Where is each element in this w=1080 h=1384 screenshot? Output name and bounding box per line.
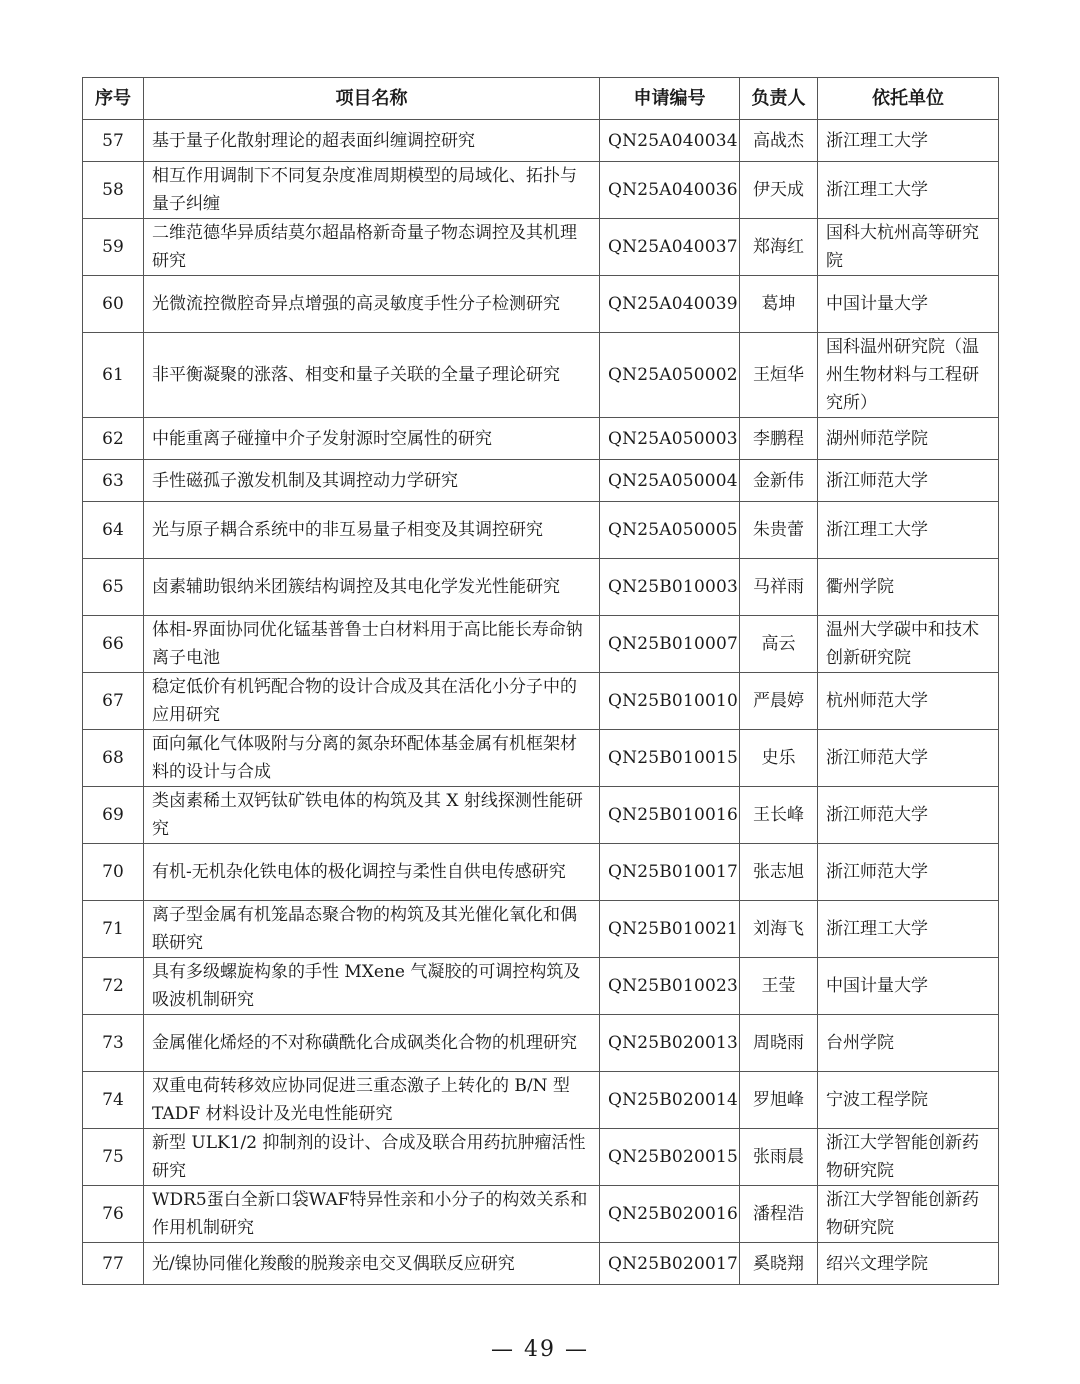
cell-project-name: 相互作用调制下不同复杂度准周期模型的局域化、拓扑与量子纠缠	[144, 162, 600, 219]
cell-person-in-charge: 葛坤	[740, 276, 818, 333]
cell-host-unit: 温州大学碳中和技术创新研究院	[818, 616, 999, 673]
cell-host-unit: 浙江理工大学	[818, 502, 999, 559]
table-row	[83, 1243, 999, 1285]
cell-application-code: QN25B010016	[600, 787, 740, 844]
cell-num: 73	[83, 1015, 144, 1072]
cell-num: 60	[83, 276, 144, 333]
cell-num: 77	[83, 1243, 144, 1285]
cell-host-unit: 宁波工程学院	[818, 1072, 999, 1129]
cell-project-name: 类卤素稀土双钙钛矿铁电体的构筑及其 X 射线探测性能研究	[144, 787, 600, 844]
cell-person-in-charge: 周晓雨	[740, 1015, 818, 1072]
cell-application-code: QN25B020016	[600, 1186, 740, 1243]
cell-num: 69	[83, 787, 144, 844]
table-row	[83, 1015, 999, 1072]
header-person: 负责人	[740, 78, 818, 120]
project-table	[82, 77, 999, 1285]
cell-person-in-charge: 伊天成	[740, 162, 818, 219]
cell-host-unit: 浙江师范大学	[818, 844, 999, 901]
cell-person-in-charge: 罗旭峰	[740, 1072, 818, 1129]
cell-person-in-charge: 郑海红	[740, 219, 818, 276]
cell-num: 68	[83, 730, 144, 787]
cell-person-in-charge: 王莹	[740, 958, 818, 1015]
cell-project-name: 光/镍协同催化羧酸的脱羧亲电交叉偶联反应研究	[144, 1243, 600, 1285]
cell-host-unit: 浙江理工大学	[818, 162, 999, 219]
cell-person-in-charge: 高云	[740, 616, 818, 673]
cell-application-code: QN25B010015	[600, 730, 740, 787]
cell-application-code: QN25A040037	[600, 219, 740, 276]
cell-num: 71	[83, 901, 144, 958]
cell-num: 67	[83, 673, 144, 730]
cell-host-unit: 浙江大学智能创新药物研究院	[818, 1186, 999, 1243]
cell-application-code: QN25B010003	[600, 559, 740, 616]
cell-num: 75	[83, 1129, 144, 1186]
cell-host-unit: 浙江师范大学	[818, 730, 999, 787]
cell-person-in-charge: 高战杰	[740, 120, 818, 162]
table-row	[83, 901, 999, 958]
table-header-row	[83, 78, 999, 120]
table-row	[83, 276, 999, 333]
cell-num: 63	[83, 460, 144, 502]
cell-num: 58	[83, 162, 144, 219]
cell-num: 70	[83, 844, 144, 901]
cell-project-name: WDR5蛋白全新口袋WAF特异性亲和小分子的构效关系和作用机制研究	[144, 1186, 600, 1243]
cell-project-name: 离子型金属有机笼晶态聚合物的构筑及其光催化氧化和偶联研究	[144, 901, 600, 958]
table-row	[83, 460, 999, 502]
cell-num: 76	[83, 1186, 144, 1243]
cell-host-unit: 中国计量大学	[818, 958, 999, 1015]
cell-person-in-charge: 严晨婷	[740, 673, 818, 730]
cell-project-name: 有机-无机杂化铁电体的极化调控与柔性自供电传感研究	[144, 844, 600, 901]
cell-application-code: QN25B010010	[600, 673, 740, 730]
cell-application-code: QN25B010007	[600, 616, 740, 673]
cell-person-in-charge: 史乐	[740, 730, 818, 787]
cell-host-unit: 浙江理工大学	[818, 901, 999, 958]
cell-host-unit: 绍兴文理学院	[818, 1243, 999, 1285]
cell-num: 62	[83, 418, 144, 460]
cell-host-unit: 浙江理工大学	[818, 120, 999, 162]
cell-person-in-charge: 张志旭	[740, 844, 818, 901]
cell-num: 57	[83, 120, 144, 162]
cell-host-unit: 国科温州研究院（温州生物材料与工程研究所）	[818, 333, 999, 418]
cell-application-code: QN25B020017	[600, 1243, 740, 1285]
cell-project-name: 卤素辅助银纳米团簇结构调控及其电化学发光性能研究	[144, 559, 600, 616]
cell-project-name: 新型 ULK1/2 抑制剂的设计、合成及联合用药抗肿瘤活性研究	[144, 1129, 600, 1186]
cell-host-unit: 中国计量大学	[818, 276, 999, 333]
table-body	[83, 120, 999, 1285]
cell-project-name: 二维范德华异质结莫尔超晶格新奇量子物态调控及其机理研究	[144, 219, 600, 276]
cell-person-in-charge: 朱贵蕾	[740, 502, 818, 559]
table-row	[83, 616, 999, 673]
table-row	[83, 418, 999, 460]
cell-num: 64	[83, 502, 144, 559]
header-unit: 依托单位	[818, 78, 999, 120]
table-row	[83, 958, 999, 1015]
cell-project-name: 光微流控微腔奇异点增强的高灵敏度手性分子检测研究	[144, 276, 600, 333]
cell-application-code: QN25A050004	[600, 460, 740, 502]
cell-person-in-charge: 王烜华	[740, 333, 818, 418]
cell-person-in-charge: 潘程浩	[740, 1186, 818, 1243]
cell-project-name: 光与原子耦合系统中的非互易量子相变及其调控研究	[144, 502, 600, 559]
cell-num: 61	[83, 333, 144, 418]
cell-person-in-charge: 李鹏程	[740, 418, 818, 460]
cell-application-code: QN25B020013	[600, 1015, 740, 1072]
table-row	[83, 1072, 999, 1129]
cell-application-code: QN25B020015	[600, 1129, 740, 1186]
cell-application-code: QN25A040034	[600, 120, 740, 162]
cell-person-in-charge: 马祥雨	[740, 559, 818, 616]
table-row	[83, 559, 999, 616]
cell-num: 74	[83, 1072, 144, 1129]
cell-host-unit: 浙江师范大学	[818, 460, 999, 502]
header-code: 申请编号	[600, 78, 740, 120]
cell-host-unit: 浙江师范大学	[818, 787, 999, 844]
table-row	[83, 673, 999, 730]
table-row	[83, 787, 999, 844]
table-row	[83, 844, 999, 901]
cell-application-code: QN25A040039	[600, 276, 740, 333]
cell-host-unit: 台州学院	[818, 1015, 999, 1072]
table-row	[83, 502, 999, 559]
cell-project-name: 金属催化烯烃的不对称磺酰化合成砜类化合物的机理研究	[144, 1015, 600, 1072]
cell-application-code: QN25A050003	[600, 418, 740, 460]
cell-host-unit: 国科大杭州高等研究院	[818, 219, 999, 276]
cell-project-name: 非平衡凝聚的涨落、相变和量子关联的全量子理论研究	[144, 333, 600, 418]
cell-application-code: QN25A050002	[600, 333, 740, 418]
cell-project-name: 双重电荷转移效应协同促进三重态激子上转化的 B/N 型 TADF 材料设计及光电性能研究	[144, 1072, 600, 1129]
cell-person-in-charge: 张雨晨	[740, 1129, 818, 1186]
table-row	[83, 162, 999, 219]
cell-num: 72	[83, 958, 144, 1015]
cell-project-name: 体相-界面协同优化锰基普鲁士白材料用于高比能长寿命钠离子电池	[144, 616, 600, 673]
table-row	[83, 1129, 999, 1186]
cell-host-unit: 衢州学院	[818, 559, 999, 616]
header-name: 项目名称	[144, 78, 600, 120]
cell-person-in-charge: 金新伟	[740, 460, 818, 502]
cell-host-unit: 浙江大学智能创新药物研究院	[818, 1129, 999, 1186]
cell-num: 66	[83, 616, 144, 673]
cell-num: 65	[83, 559, 144, 616]
cell-host-unit: 杭州师范大学	[818, 673, 999, 730]
cell-project-name: 面向氟化气体吸附与分离的氮杂环配体基金属有机框架材料的设计与合成	[144, 730, 600, 787]
cell-application-code: QN25B020014	[600, 1072, 740, 1129]
cell-person-in-charge: 奚晓翔	[740, 1243, 818, 1285]
cell-project-name: 稳定低价有机钙配合物的设计合成及其在活化小分子中的应用研究	[144, 673, 600, 730]
cell-project-name: 手性磁孤子激发机制及其调控动力学研究	[144, 460, 600, 502]
table-row	[83, 730, 999, 787]
table-row	[83, 219, 999, 276]
cell-project-name: 具有多级螺旋构象的手性 MXene 气凝胶的可调控构筑及吸波机制研究	[144, 958, 600, 1015]
cell-project-name: 中能重离子碰撞中介子发射源时空属性的研究	[144, 418, 600, 460]
cell-application-code: QN25B010023	[600, 958, 740, 1015]
cell-application-code: QN25B010017	[600, 844, 740, 901]
table-row	[83, 333, 999, 418]
page-number: — 49 —	[491, 1337, 589, 1362]
table-row	[83, 120, 999, 162]
cell-person-in-charge: 刘海飞	[740, 901, 818, 958]
table-row	[83, 1186, 999, 1243]
cell-application-code: QN25A040036	[600, 162, 740, 219]
cell-application-code: QN25B010021	[600, 901, 740, 958]
cell-num: 59	[83, 219, 144, 276]
header-num: 序号	[83, 78, 144, 120]
cell-host-unit: 湖州师范学院	[818, 418, 999, 460]
cell-application-code: QN25A050005	[600, 502, 740, 559]
cell-project-name: 基于量子化散射理论的超表面纠缠调控研究	[144, 120, 600, 162]
cell-person-in-charge: 王长峰	[740, 787, 818, 844]
